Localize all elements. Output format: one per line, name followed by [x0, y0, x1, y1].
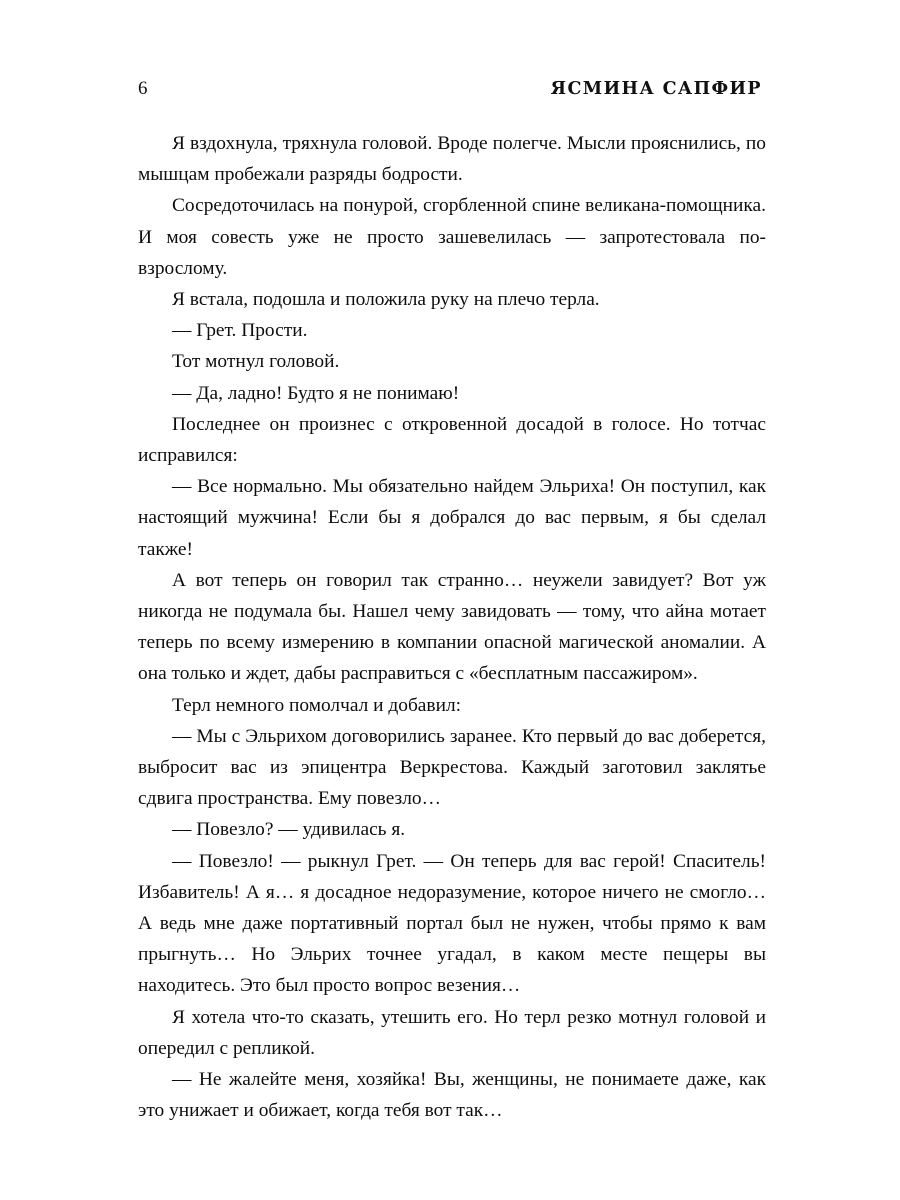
paragraph: Терл немного помолчал и добавил:	[172, 694, 462, 716]
paragraph: — Да, ладно! Будто я не понимаю!	[172, 382, 460, 404]
page-header	[138, 78, 762, 104]
paragraph: Я встала, подошла и положила руку на плечо терла.	[172, 289, 600, 311]
running-title: ЯСМИНА САПФИР	[550, 79, 762, 99]
paragraph: — Грет. Прости.	[172, 320, 308, 342]
paragraph: — Все нормально. Мы обязательно найдем Эльриха! Он поступил, как настоящий мужчина! Если бы я добрался до вас первым, я бы сделал также!	[138, 476, 766, 560]
paragraph: Сосредоточилась на понурой, сгорбленной спине великана-помощника. И моя совесть уже не просто зашевелилась — запротестовала по-взрослому.	[138, 195, 766, 279]
paragraph: — Не жалейте меня, хозяйка! Вы, женщины, не понимаете даже, как это унижает и обижает, когда тебя вот так…	[138, 1069, 766, 1122]
paragraph: Последнее он произнес с откровенной досадой в голосе. Но тотчас исправился:	[138, 413, 766, 467]
page-number: 6	[138, 78, 148, 99]
paragraph: Я хотела что-то сказать, утешить его. Но терл резко мотнул головой и опередил с репликой.	[138, 1006, 766, 1059]
paragraph: А вот теперь он говорил так странно… неужели завидует? Вот уж никогда не подумала бы. Нашел чему завидовать — тому, что айна мотает теперь по всему измерению в компании опасной магической аномалии. А она только и ждет, дабы расправиться с «бесплатным пассажиром».	[138, 569, 766, 685]
paragraph: — Повезло? — удивилась я.	[172, 819, 406, 841]
paragraph: — Повезло! — рыкнул Грет. — Он теперь для вас герой! Спаситель! Избавитель! А я… я досадное недоразумение, которое ничего не смогло… А ведь мне даже портативный портал был не нужен, чтобы прямо к вам прыгнуть… Но Эльрих точнее угадал, в каком месте пещеры вы находитесь. Это был просто вопрос везения…	[138, 850, 766, 997]
paragraph: — Мы с Эльрихом договорились заранее. Кто первый до вас доберется, выбросит вас из эпицентра Веркрестова. Каждый заготовил заклятье сдвига пространства. Ему повезло…	[138, 725, 766, 810]
paragraph: Тот мотнул головой.	[172, 351, 340, 373]
paragraph: Я вздохнула, тряхнула головой. Вроде полегче. Мысли прояснились, по мышцам пробежали разряды бодрости.	[138, 133, 766, 186]
page-body	[138, 128, 766, 1127]
